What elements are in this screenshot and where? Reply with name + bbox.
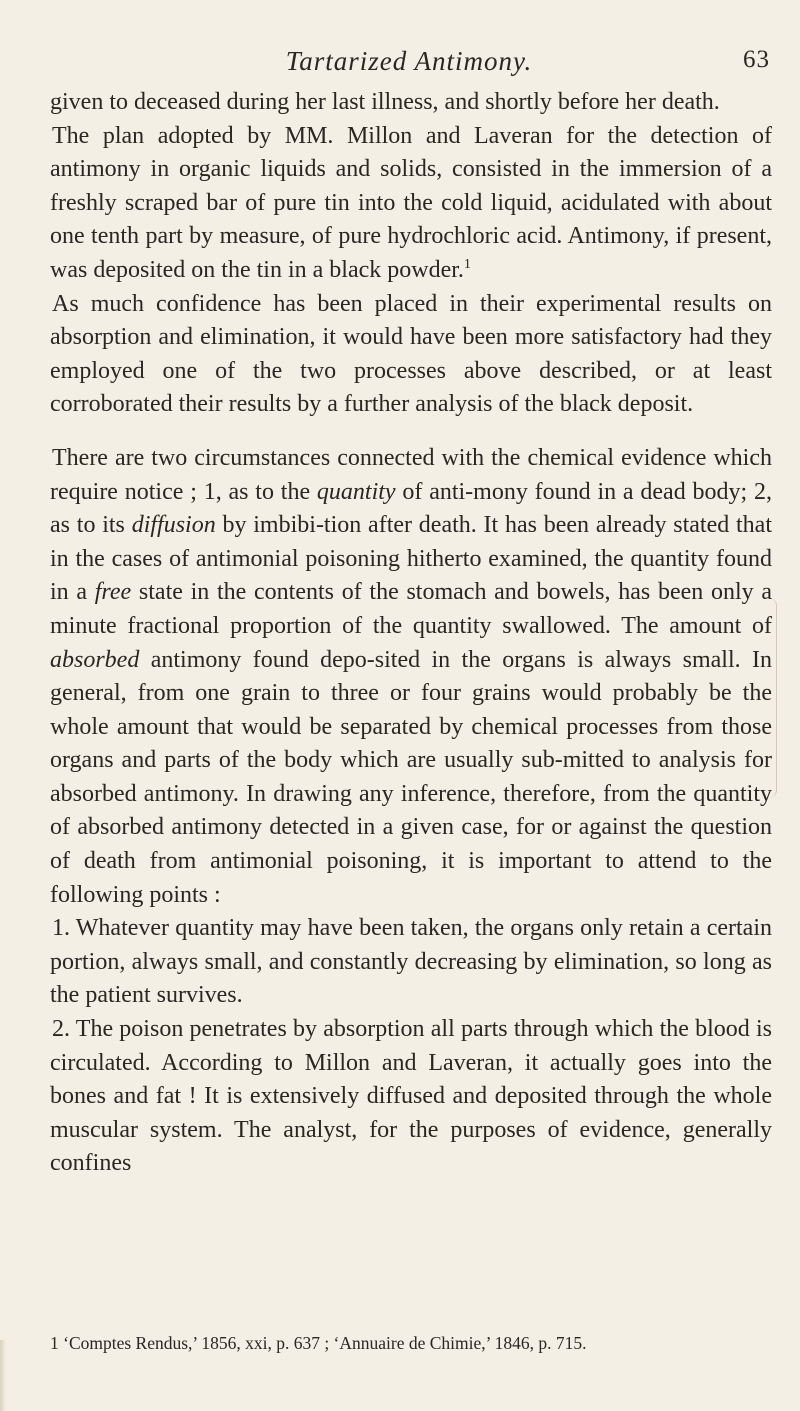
paragraph: There are two circumstances connected with the chemical evidence which require notice ; 1, as to the quantity of anti-mony found in a dead body; 2, as to its diffusion by imbibi-tion after death. It has been already stated that in the cases of antimonial poisoning hitherto examined, the quantity found in a free state in the contents of the stomach and bowels, has been only a minute fractional proportion of the quantity swallowed. The amount of absorbed antimony found depo-sited in the organs is always small. In general, from one grain to three or four grains would probably be the whole amount that would be separated by chemical processes from those organs and parts of the body which are usually sub-mitted to analysis for absorbed antimony. In drawing any inference, therefore, from the quantity of absorbed antimony detected in a given case, for or against the question of death from antimonial poisoning, it is important to attend to the following points : bbox=[50, 444, 772, 908]
numbered-point: 2. The poison penetrates by absorption all parts through which the blood is circulated. According to Millon and Laveran, it actually goes into the bones and fat ! It is extensively diffused and deposited through the whole muscular system. The analyst, for the purposes of evidence, generally confines bbox=[50, 1016, 772, 1177]
running-title: Tartarized Antimony. bbox=[285, 46, 533, 76]
paragraph: As much confidence has been placed in their experimental results on absorption and elimination, it would have been more satisfactory had they employed one of the two processes above described, or at least corroborated their results by a further analysis of the black deposit. bbox=[50, 290, 772, 418]
footnote: 1 ‘Comptes Rendus,’ 1856, xxi, p. 637 ; ‘Annuaire de Chimie,’ 1846, p. 715. bbox=[50, 1333, 587, 1353]
paragraph: The plan adopted by MM. Millon and Laveran for the detection of antimony in organic liquids and solids, consisted in the immersion of a freshly scraped bar of pure tin into the cold liquid, acidulated with about one tenth part by measure, of pure hydrochloric acid. Antimony, if present, was deposited on the tin in a black powder.$^1$ bbox=[50, 122, 772, 283]
page-number: 63 bbox=[743, 46, 770, 73]
body-text bbox=[50, 86, 772, 1181]
footnote-marker: 1 bbox=[463, 256, 471, 272]
margin-mark bbox=[766, 598, 777, 798]
page-edge-shadow bbox=[0, 1340, 6, 1411]
running-header bbox=[48, 46, 770, 86]
paragraph: given to deceased during her last illness, and shortly before her death. bbox=[50, 89, 720, 115]
numbered-point: 1. Whatever quantity may have been taken, the organs only retain a certain portion, always small, and constantly decreasing by elimination, so long as the patient survives. bbox=[50, 915, 772, 1009]
